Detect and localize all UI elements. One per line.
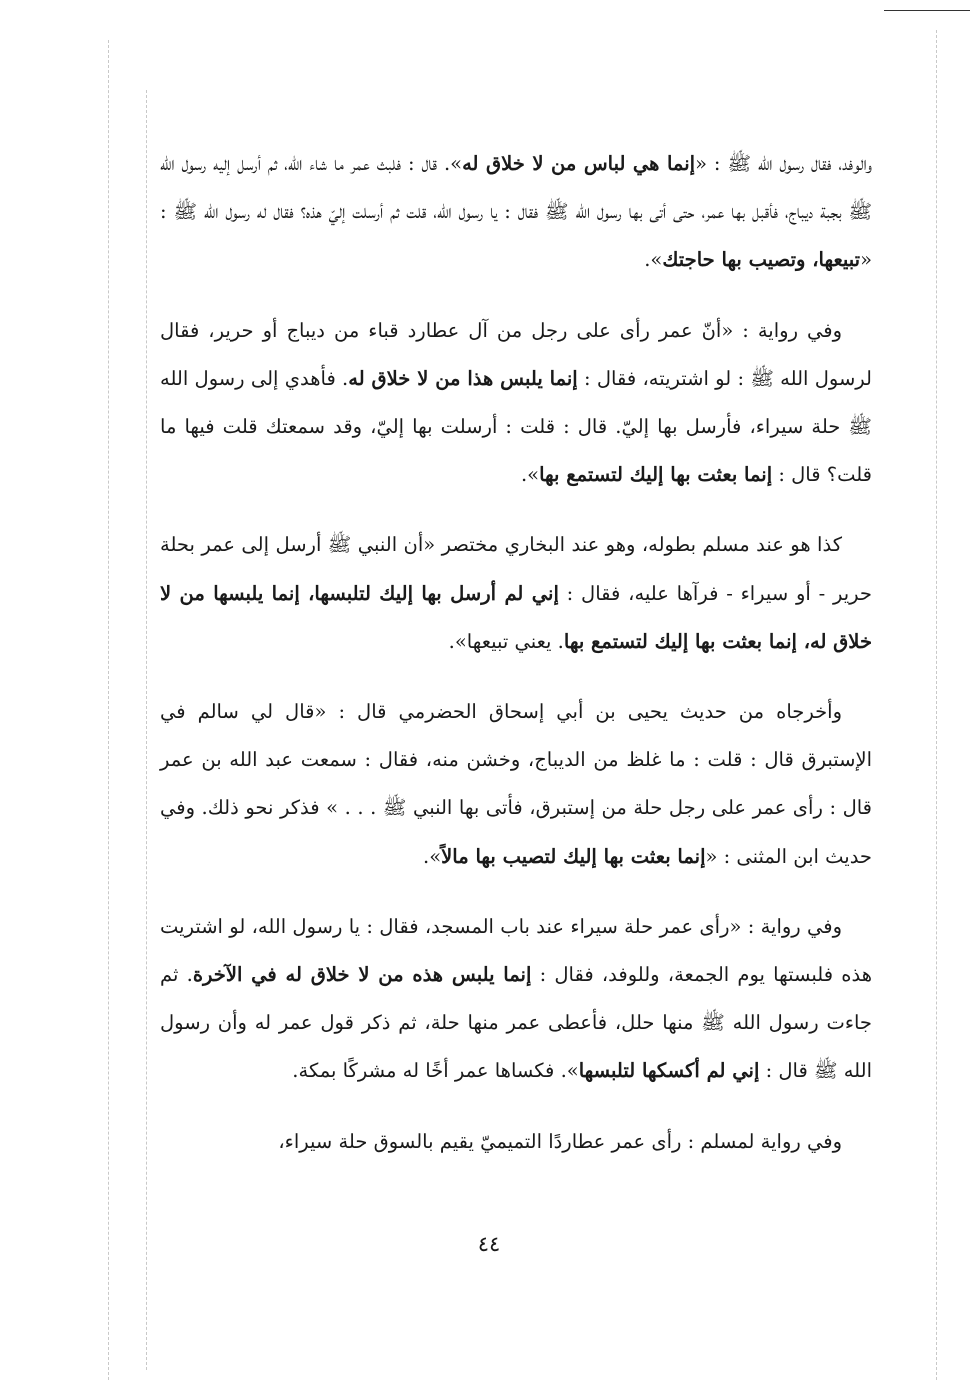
para4-seg2: ». — [423, 844, 442, 868]
paragraph-2 — [160, 307, 872, 500]
scan-margin-line-right — [936, 30, 937, 1380]
para5-seg3: ». فكساها عمر أخًا له مشركًا بمكة. — [292, 1059, 579, 1083]
para3-seg1: كذا هو عند مسلم بطوله، وهو عند البخاري مختصر «أن النبي ﷺ أرسل إلى عمر بحلة حرير - أو سيراء - فرآها عليه، فقال : — [160, 533, 872, 605]
scan-margin-line-left — [108, 40, 109, 1380]
para1-seg2: ». قال : فلبث عمر ما شاء الله، ثم أرسل إليه رسول الله ﷺ بجبة ديباج، فأقبل بها عمر، حتى أتى بها رسول الله ﷺ فقال : يا رسول الله، قلت ثم أرسلت إليّ هذه؟ فقال له رسول الله ﷺ : « — [160, 152, 872, 272]
para1-seg3: ». — [644, 248, 663, 272]
paragraph-5 — [160, 903, 872, 1096]
para5-seg2: . ثم جاءت رسول الله ﷺ منها حلل، فأعطى عمر منها حلة، ثم ذكر قول عمر له وأن رسول الله ﷺ قال : — [160, 963, 872, 1083]
para2-bold2: إنما بعثت بها إليك لتستمع بها — [539, 463, 773, 487]
para5-seg1: وفي رواية : «رأى عمر حلة سيراء عند باب المسجد، فقال : يا رسول الله، لو اشتريت هذه فلبستها يوم الجمعة، وللوفد، فقال : — [160, 914, 872, 987]
para1-bold2: تبيعها، وتصيب بها حاجتك — [662, 248, 861, 272]
para3-seg2: . يعني تبيعها». — [448, 629, 564, 653]
para1-bold1: إنما هي لباس من لا خلاق له — [462, 152, 696, 175]
scan-margin-line-left-2 — [146, 90, 147, 1370]
para4-seg1: وأخرجاه من حديث يحيى بن أبي إسحاق الحضرمي قال : «قال لي سالم في الإستبرق قال : قلت : ما غلظ من الديباج، وخشن منه، فقال : سمعت عبد الله بن عمر قال : رأى عمر على رجل حلة من إستبرق، فأتى بها النبي ﷺ . . . » فذكر نحو ذلك. وفي حديث ابن المثنى : « — [160, 700, 872, 868]
para3-bold1: إني لم أرسل بها إليك لتلبسها، إنما يلبسها من لا خلاق له، إنما بعثت بها إليك لتستمع بها — [160, 581, 872, 653]
paragraph-6 — [160, 1118, 872, 1166]
para5-bold1: إنما يلبس هذه من لا خلاق له في الآخرة — [192, 963, 532, 987]
para2-seg1: وفي رواية : «أنّ عمر رأى على رجل من آل عطارد قباء من ديباج أو حرير، فقال لرسول الله ﷺ : لو اشتريته، فقال : — [160, 318, 872, 390]
para6-seg1: وفي رواية لمسلم : رأى عمر عطاردًا التميميّ يقيم بالسوق حلة سيراء، — [278, 1129, 842, 1153]
para2-seg2: . فأهدي إلى رسول الله ﷺ حلة سيراء، فأرسل بها إليّ. قال : قلت : أرسلت بها إليّ، وقد سمعتك قلت فيها ما قلت؟ قال : — [160, 366, 872, 487]
paragraph-4 — [160, 688, 872, 881]
para5-bold2: إني لم أكسكها لتلبسها — [578, 1059, 760, 1083]
top-rule — [884, 10, 970, 11]
para4-bold1: إنما بعثت بها إليك لتصيب بها مالاً — [441, 844, 706, 868]
para2-bold1: إنما يلبس هذا من لا خلاق له — [348, 366, 578, 390]
para1-seg1: والوفد، فقال رسول الله ﷺ : « — [695, 152, 872, 175]
para2-seg3: ». — [520, 463, 540, 487]
page-body — [160, 140, 872, 1166]
page-number: ٤٤ — [477, 1232, 501, 1256]
paragraph-1 — [160, 140, 872, 285]
paragraph-3 — [160, 521, 872, 666]
